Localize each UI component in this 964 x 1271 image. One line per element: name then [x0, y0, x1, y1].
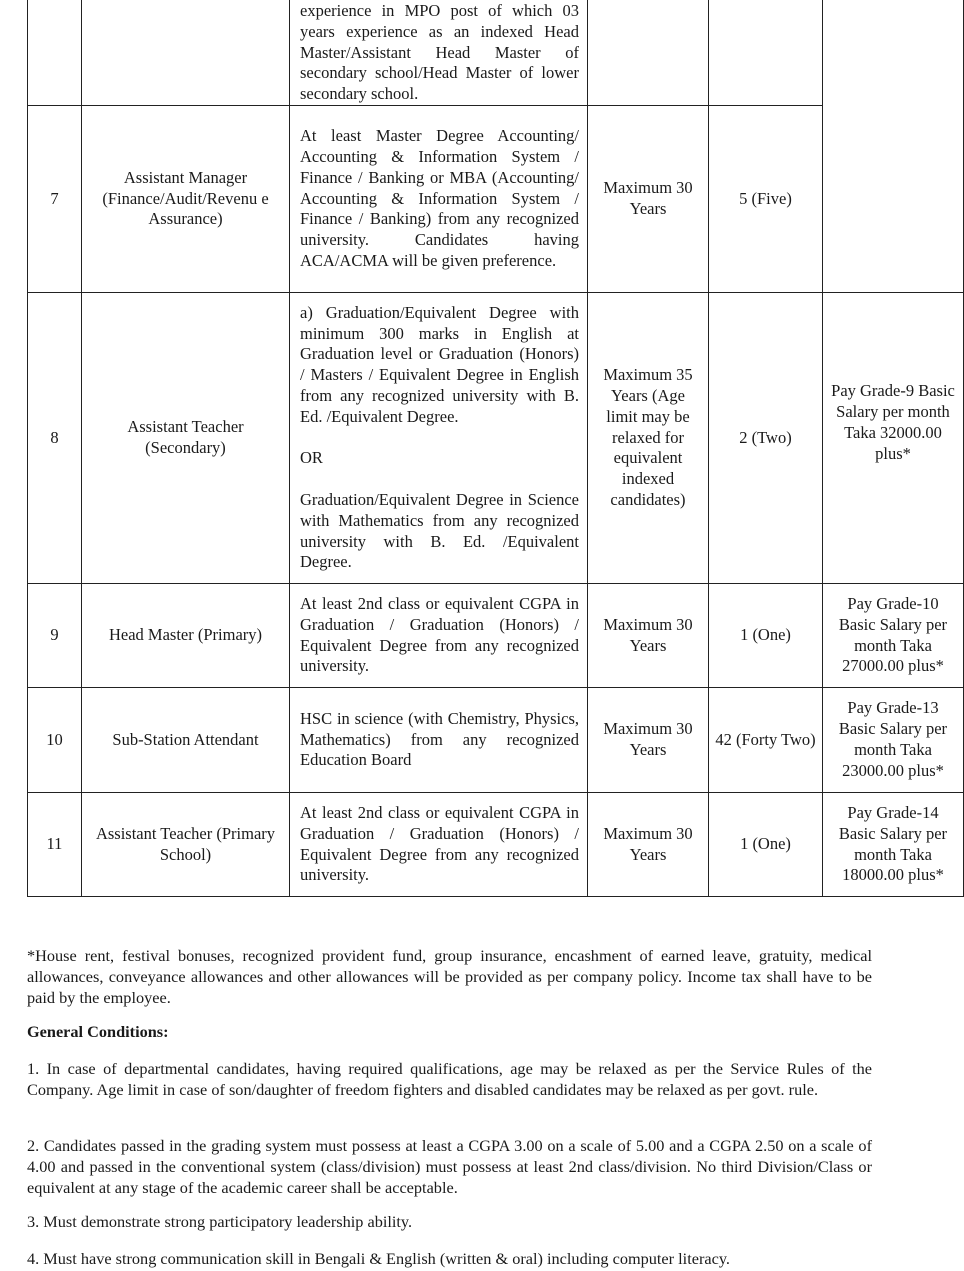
post-name-cell: Assistant Manager (Finance/Audit/Revenu e Assurance)	[82, 106, 290, 293]
qualification-cell	[290, 793, 588, 897]
condition-item	[27, 1058, 872, 1100]
posts-count-cell: 1 (One)	[709, 584, 823, 688]
qualification-text: Graduation/Equivalent Degree in Science with Mathematics from any recognized university with B. Ed. /Equivalent Degree.	[300, 489, 579, 572]
post-name-cell: Assistant Teacher (Primary School)	[82, 793, 290, 897]
post-name-cell: Sub-Station Attendant	[82, 688, 290, 793]
condition-text: 2. Candidates passed in the grading system must possess at least a CGPA 3.00 on a scale of 5.00 and a CGPA 2.50 on a scale of 4.00 and passed in the conventional system (class/division) must possess at least 2nd class/division. No third Division/Class or equivalent at any stage of the academic career shall be acceptable.	[27, 1136, 872, 1197]
table-row	[28, 293, 964, 584]
pay-cell: Pay Grade-9 Basic Salary per month Taka 32000.00 plus*	[823, 293, 964, 584]
pay-cell	[823, 0, 964, 293]
qualification-cell	[290, 293, 588, 584]
qualification-or: OR	[300, 448, 323, 468]
sl-cell: 10	[28, 688, 82, 793]
general-conditions-heading: General Conditions:	[27, 1022, 169, 1041]
condition-text: 3. Must demonstrate strong participatory leadership ability.	[27, 1212, 413, 1231]
post-name-cell	[82, 0, 290, 106]
posts-count-cell: 1 (One)	[709, 793, 823, 897]
condition-text: 4. Must have strong communication skill in Bengali & English (written & oral) including computer literacy.	[27, 1249, 730, 1268]
age-cell: Maximum 35 Years (Age limit may be relaxed for equivalent indexed candidates)	[588, 293, 709, 584]
qualification-text: HSC in science (with Chemistry, Physics, Mathematics) from any recognized Education Board	[300, 708, 579, 770]
qualification-text: At least Master Degree Accounting/ Accounting & Information System / Finance / Banking or MBA (Accounting/ Accounting & Information System / Finance / Banking) from any recognized university. Candidates having ACA/ACMA will be given preference.	[300, 126, 579, 270]
pay-cell: Pay Grade-13 Basic Salary per month Taka 23000.00 plus*	[823, 688, 964, 793]
age-cell: Maximum 30 Years	[588, 584, 709, 688]
table-row	[28, 0, 964, 106]
table-row	[28, 793, 964, 897]
condition-item	[27, 1211, 872, 1232]
sl-cell: 9	[28, 584, 82, 688]
condition-item	[27, 1248, 872, 1269]
vacancy-table	[27, 0, 964, 897]
pay-cell: Pay Grade-14 Basic Salary per month Taka 18000.00 plus*	[823, 793, 964, 897]
sl-cell	[28, 0, 82, 106]
qualification-cell	[290, 688, 588, 793]
age-cell: Maximum 30 Years	[588, 688, 709, 793]
age-cell	[588, 0, 709, 106]
qualification-text: experience in MPO post of which 03 years experience as an indexed Head Master/Assistant Head Master of secondary school/Head Master of lower secondary school.	[300, 1, 579, 104]
qualification-text: At least 2nd class or equivalent CGPA in Graduation / Graduation (Honors) / Equivalent Degree from any recognized university.	[300, 593, 579, 676]
pay-cell: Pay Grade-10 Basic Salary per month Taka 27000.00 plus*	[823, 584, 964, 688]
allowances-footnote	[27, 945, 872, 1008]
qualification-text: a) Graduation/Equivalent Degree with minimum 300 marks in English at Graduation level or Graduation (Honors) / Masters / Equivalent Degree in English from any recognized university with B. Ed. /Equivalent Degree.	[300, 302, 579, 426]
posts-count-cell: 2 (Two)	[709, 293, 823, 584]
sl-cell: 7	[28, 106, 82, 293]
qualification-cell	[290, 584, 588, 688]
condition-text: 1. In case of departmental candidates, having required qualifications, age may be relaxed as per the Service Rules of the Company. Age limit in case of son/daughter of freedom fighters and disabled candidates may be relaxed as per govt. rule.	[27, 1059, 872, 1099]
age-cell: Maximum 30 Years	[588, 106, 709, 293]
qualification-cell	[290, 0, 588, 106]
sl-cell: 8	[28, 293, 82, 584]
age-cell: Maximum 30 Years	[588, 793, 709, 897]
table-row	[28, 688, 964, 793]
table-row	[28, 584, 964, 688]
posts-count-cell: 5 (Five)	[709, 106, 823, 293]
qualification-cell	[290, 106, 588, 293]
post-name-cell: Assistant Teacher (Secondary)	[82, 293, 290, 584]
posts-count-cell	[709, 0, 823, 106]
qualification-text: At least 2nd class or equivalent CGPA in Graduation / Graduation (Honors) / Equivalent Degree from any recognized university.	[300, 802, 579, 885]
footnote-text: *House rent, festival bonuses, recognized provident fund, group insurance, encashment of earned leave, gratuity, medical allowances, conveyance allowances and other allowances will be provided as per company policy. Income tax shall have to be paid by the employee.	[27, 946, 872, 1007]
posts-count-cell: 42 (Forty Two)	[709, 688, 823, 793]
post-name-cell: Head Master (Primary)	[82, 584, 290, 688]
condition-item	[27, 1135, 872, 1198]
sl-cell: 11	[28, 793, 82, 897]
